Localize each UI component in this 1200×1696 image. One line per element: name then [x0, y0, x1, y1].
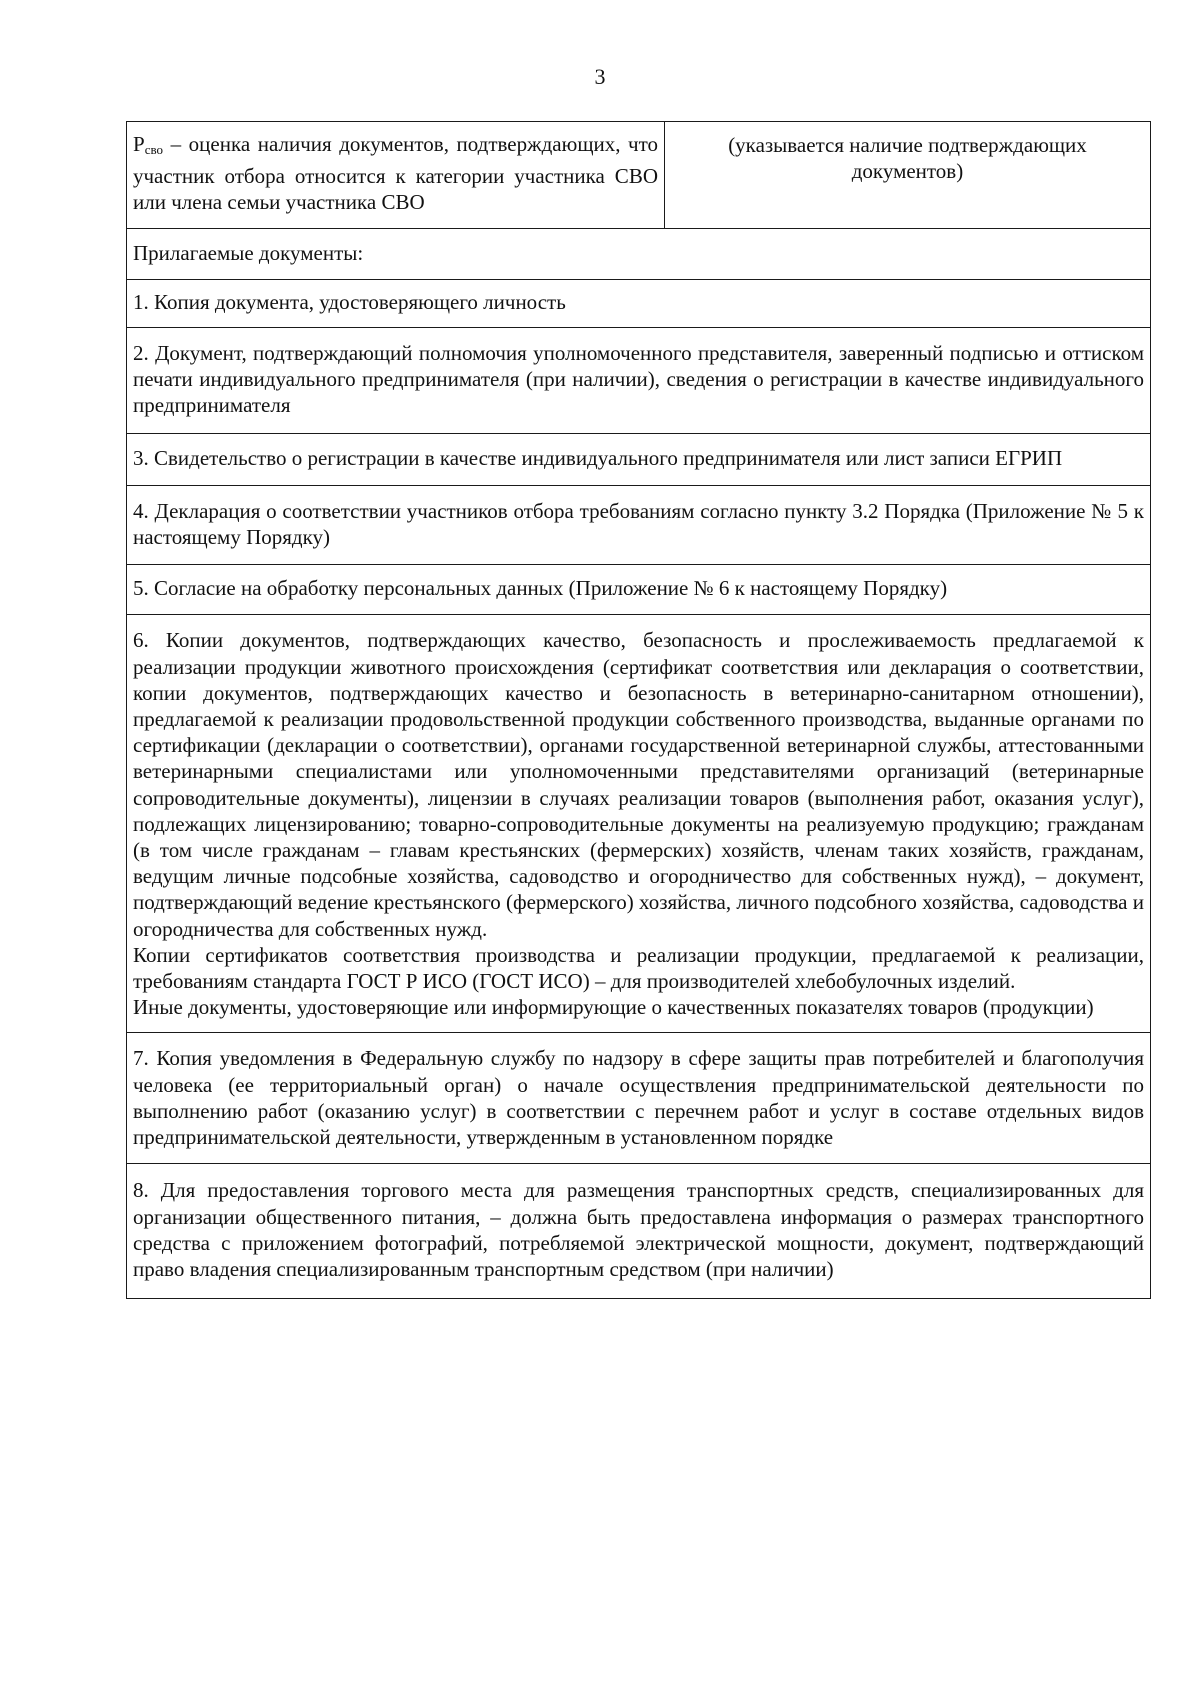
document-row: [127, 565, 1151, 615]
document-row: [127, 328, 1151, 434]
document-row: [127, 279, 1151, 327]
criterion-description: – оценка наличия документов, подтверждающих, что участник отбора относится к категории участника СВО или члена семьи участника СВО: [133, 132, 659, 215]
criterion-symbol: $Р_{сво}$: [133, 132, 164, 157]
document-row: [127, 615, 1151, 1033]
document-row: [127, 433, 1151, 485]
attached-heading-row: [127, 228, 1151, 279]
document-item-5: 5. Согласие на обработку персональных данных (Приложение № 6 к настоящему Порядку): [127, 565, 1151, 615]
document-item-2: 2. Документ, подтверждающий полномочия уполномоченного представителя, заверенный подписью и оттиском печати индивидуального предпринимателя (при наличии), сведения о регистрации в качестве индивидуального предпринимателя: [127, 328, 1151, 434]
document-item-6: [127, 615, 1151, 1033]
document-item-3: 3. Свидетельство о регистрации в качестве индивидуального предпринимателя или лист записи ЕГРИП: [127, 433, 1151, 485]
attached-heading: Прилагаемые документы:: [127, 228, 1151, 279]
criterion-row: [127, 122, 1151, 229]
document-item-4: 4. Декларация о соответствии участников отбора требованиям согласно пункту 3.2 Порядка (Приложение № 5 к настоящему Порядку): [127, 485, 1151, 564]
criterion-description-cell: [127, 122, 665, 229]
document-item-6-paragraph-1: 6. Копии документов, подтверждающих качество, безопасность и прослеживаемость предлагаемой к реализации продукции животного происхождения (сертификат соответствия или декларация о соответствии, копии документов, подтверждающих качество и безопасность в ветеринарно-санитарном отношении), предлагаемой к реализации продовольственной продукции собственного производства, выданные органами по сертификации (декларации о соответствии), органами государственной ветеринарной службы, аттестованными ветеринарными специалистами или уполномоченными представителями организаций (ветеринарные сопроводительные документы), лицензии в случаях реализации товаров (выполнения работ, оказания услуг), подлежащих лицензированию; товарно-сопроводительные документы на реализуемую продукцию; гражданам (в том числе гражданам – главам крестьянских (фермерских) хозяйств, членам таких хозяйств, гражданам, ведущим личные подсобные хозяйства, садоводство и огородничество для собственных нужд), – документ, подтверждающий ведение крестьянского (фермерского) хозяйства, личного подсобного хозяйства, садоводства и огородничества для собственных нужд.: [133, 628, 1144, 941]
document-item-1: 1. Копия документа, удостоверяющего личность: [127, 279, 1151, 327]
criterion-symbol-subscript: сво: [144, 142, 164, 157]
criterion-note: (указывается наличие подтверждающих документов): [728, 133, 1087, 184]
page-number: 3: [594, 64, 606, 89]
document-table: [126, 121, 1151, 1299]
document-item-6-paragraph-3: Иные документы, удостоверяющие или информирующие о качественных показателях товаров (продукции): [133, 995, 1094, 1020]
document-item-7: 7. Копия уведомления в Федеральную службу по надзору в сфере защиты прав потребителей и благополучия человека (ее территориальный орган) о начале осуществления предпринимательской деятельности по выполнению работ (оказанию услуг) в соответствии с перечнем работ и услуг в составе отдельных видов предпринимательской деятельности, утвержденным в установленном порядке: [127, 1033, 1151, 1164]
document-item-8: 8. Для предоставления торгового места для размещения транспортных средств, специализированных для организации общественного питания, – должна быть предоставлена информация о размерах транспортного средства с приложением фотографий, потребляемой электрической мощности, документ, подтверждающий право владения специализированным транспортным средством (при наличии): [127, 1164, 1151, 1299]
document-row: [127, 485, 1151, 564]
document-row: [127, 1033, 1151, 1164]
document-item-6-paragraph-2: Копии сертификатов соответствия производства и реализации продукции, предлагаемой к реализации, требованиям стандарта ГОСТ Р ИСО (ГОСТ ИСО) – для производителей хлебобулочных изделий.: [133, 942, 1144, 994]
criterion-note-cell: [665, 122, 1151, 229]
document-row: [127, 1164, 1151, 1299]
